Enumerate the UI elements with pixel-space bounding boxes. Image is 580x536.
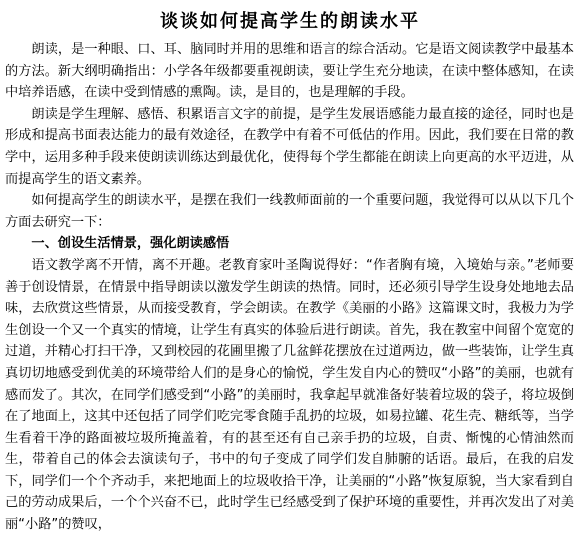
paragraph-question: 如何提高学生的朗读水平，是摆在我们一线教师面前的一个重要问题，我觉得可以从以下几个方面去研究一下： [5, 193, 574, 230]
paragraph-importance: 朗读是学生理解、感悟、积累语言文字的前提，是学生发展语感能力最直接的途径，同时也是形成和提高书面表达能力的最有效途径，在教学中有着不可低估的作用。因此，我们要在日常的教学中，运用多种手段来使朗读训练达到最优化，使得每个学生都能在朗读上向更高的水平迈进，从而提高学生的语文素养。 [5, 106, 574, 187]
document-body [0, 39, 580, 536]
section-heading: 一、创设生活情景，强化朗读感悟 [31, 236, 230, 252]
document-title: 谈谈如何提高学生的朗读水平 [160, 11, 420, 32]
paragraph-section-one: 语文教学离不开情，离不开趣。老教育家叶圣陶说得好：“作者胸有境，入境始与亲。”老师要善于创设情景，在情景中指导朗读以激发学生朗读的热情。同时，还必须引导学生设身处地地去品味，去欣赏这些情景，从而接受教育，学会朗读。在教学《美丽的小路》这篇课文时，我极力为学生创设一个又一个真实的情境，让学生有真实的体验后进行朗读。首先，我在教室中间留个宽宽的过道，并精心打扫干净，又到校园的花圃里搬了几盆鲜花摆放在过道两边，做一些装饰，让学生真真切切地感受到优美的环境带给人们的是身心的愉悦，学生发自内心的赞叹“小路”的美丽，也就有感而发了。其次，在同学们感受到“小路”的美丽时，我拿起早就准备好装着垃圾的袋子，将垃圾倒在了地面上，这其中还包括了同学们吃完零食随手乱扔的垃圾，如易拉罐、花生壳、糖纸等，当学生看着干净的路面被垃圾所掩盖着，有的甚至还有自己亲手扔的垃圾，自责、惭愧的心情油然而生，带着自己的体会去演读句子，书中的句子变成了同学们发自肺腑的话语。最后，在我的启发下，同学们一个个齐动手，来把地面上的垃圾收拾干净，让美丽的“小路”恢复原貌，当大家看到自己的劳动成果后，一个个兴奋不已，此时学生已经感受到了保护环境的重要性，并再次发出了对美丽“小路”的赞叹， [5, 257, 574, 533]
paragraph-intro: 朗读，是一种眼、口、耳、脑同时并用的思维和语言的综合活动。它是语文阅读教学中最基本的方法。新大纲明确指出：小学各年级都要重视朗读，要让学生充分地读，在读中整体感知，在读中培养语感，在读中受到情感的熏陶。读，是目的，也是理解的手段。 [5, 42, 574, 101]
